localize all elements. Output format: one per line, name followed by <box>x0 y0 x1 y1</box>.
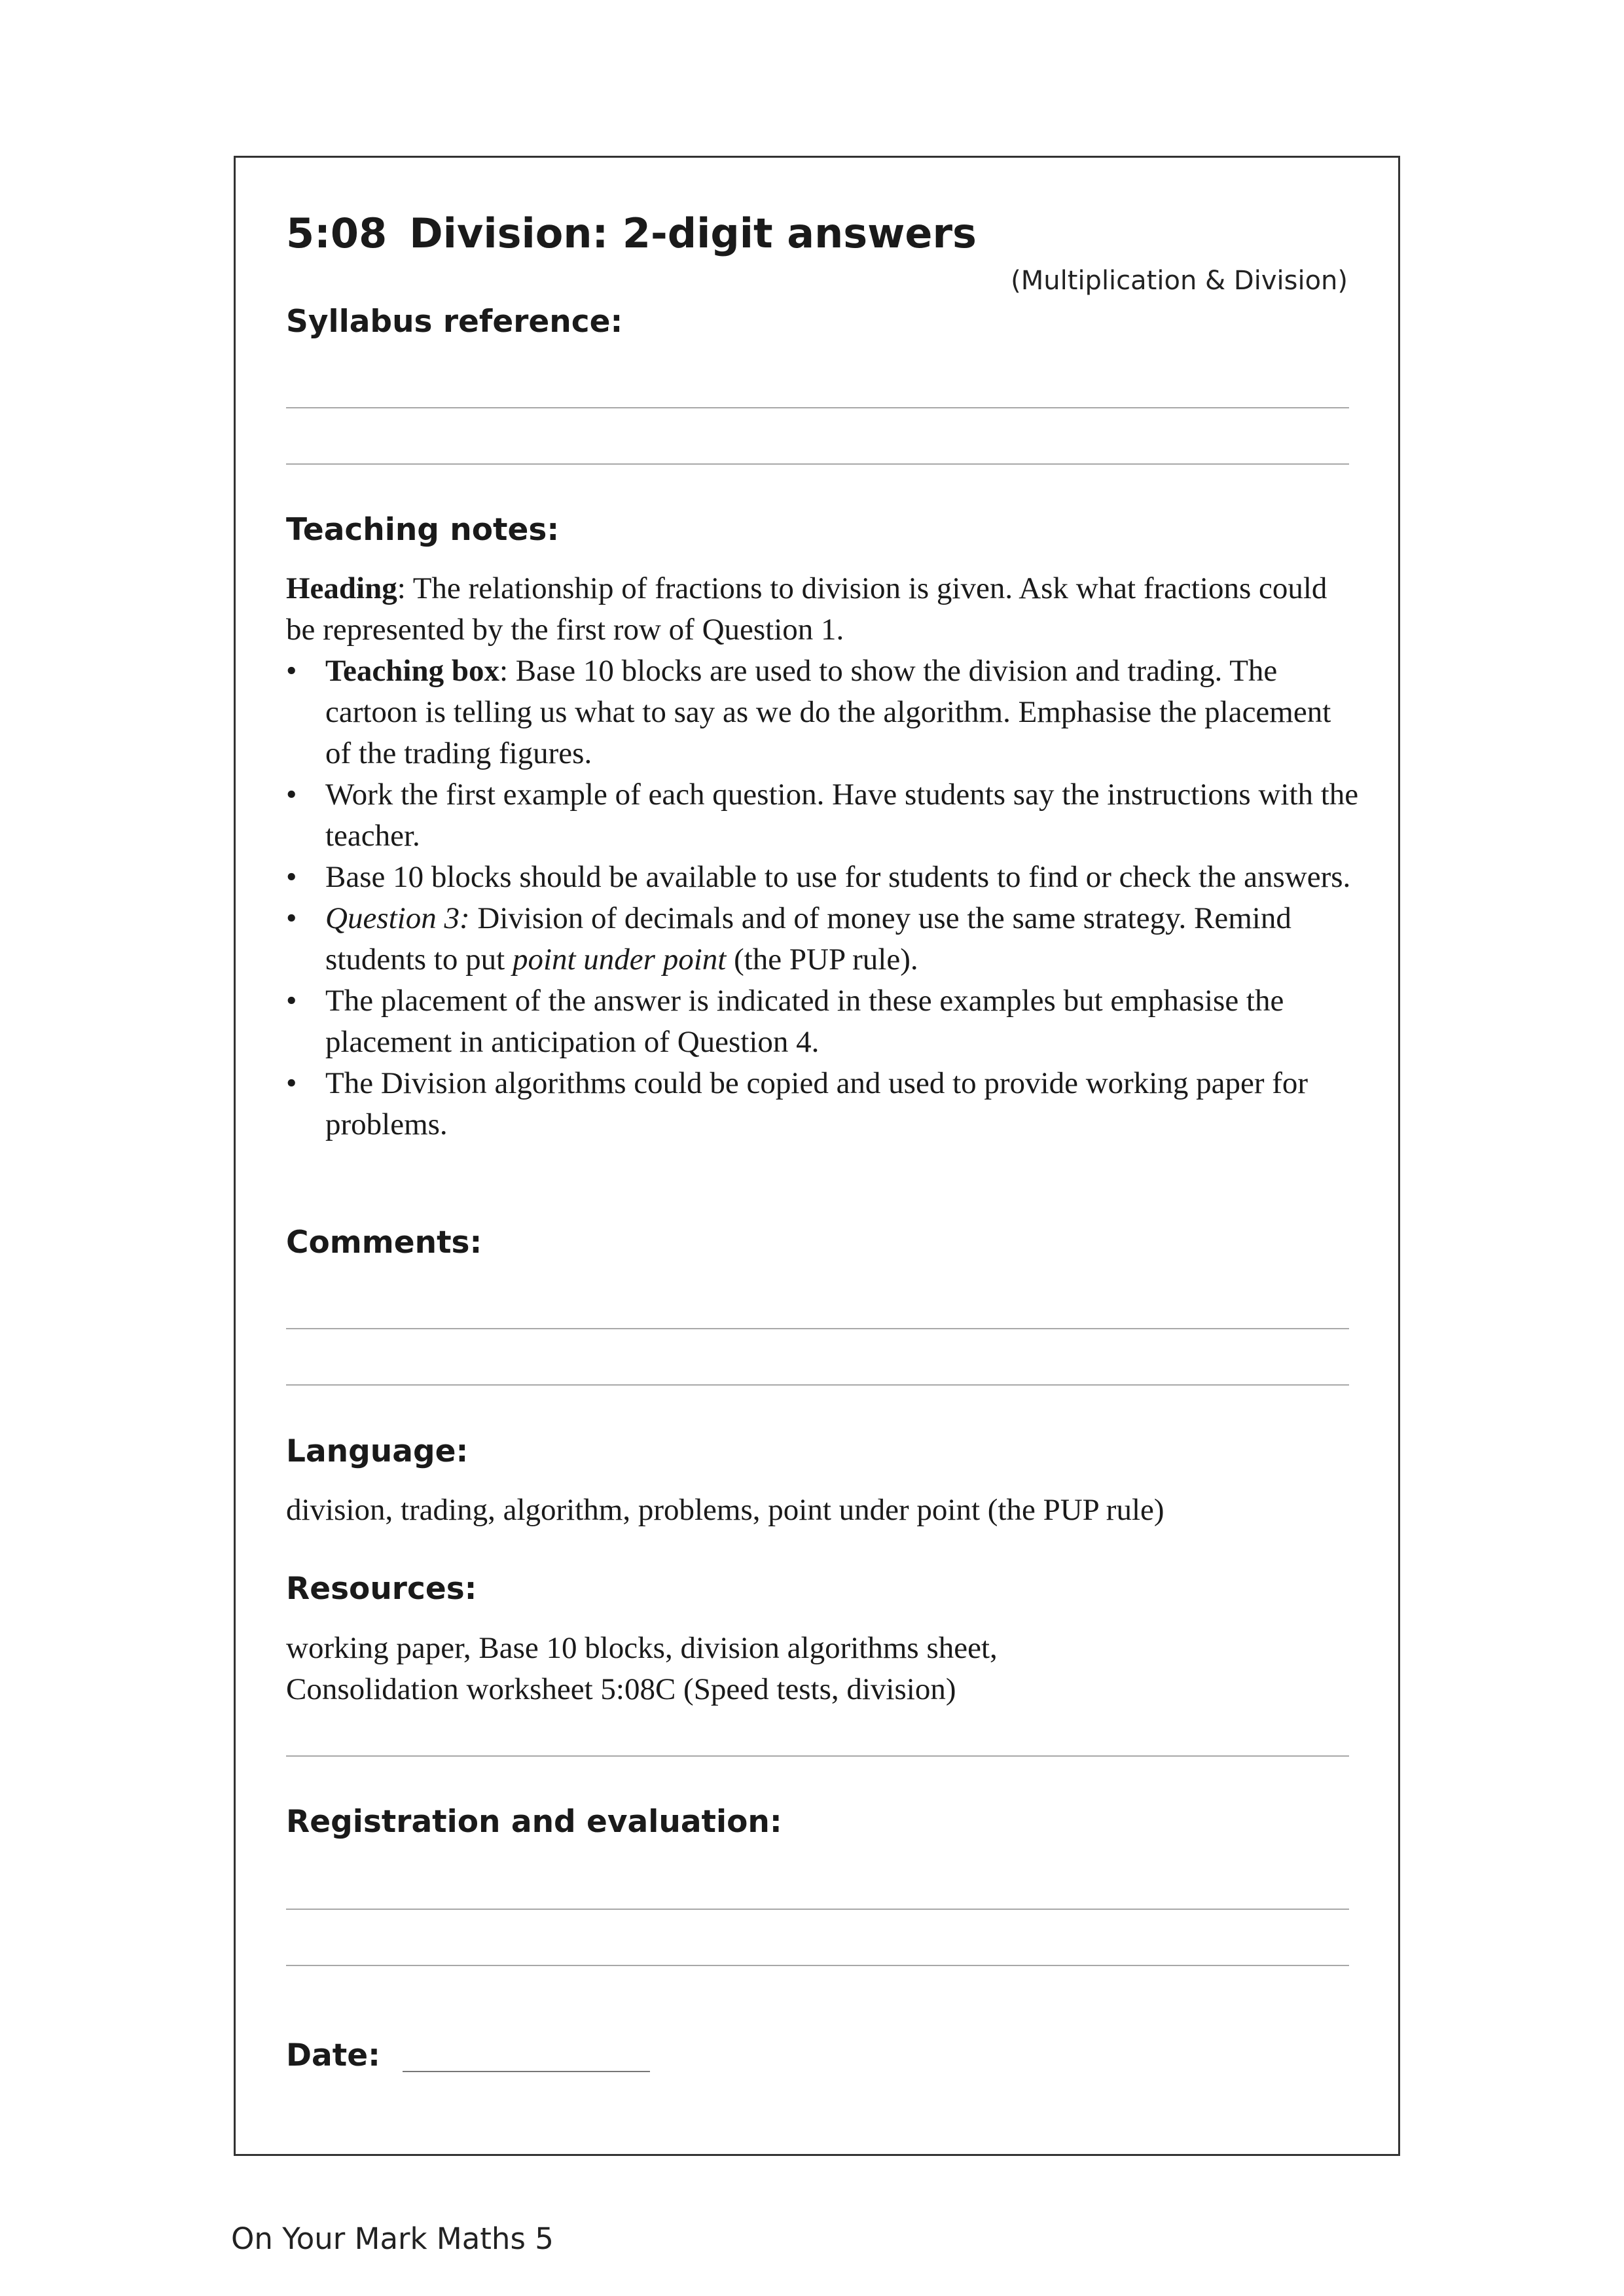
lesson-title <box>286 209 977 257</box>
bullet4-text-a: Division of decimals and of money use the same strategy. Remind students to put <box>325 901 1291 977</box>
bullet1-text: : Base 10 blocks are used to show the division and trading. The cartoon is telling us what to say as we do the algorithm. Emphasise the placement of the trading figures. <box>325 654 1331 770</box>
date-label: Date: <box>286 2037 380 2073</box>
teaching-notes-list <box>286 651 1360 1145</box>
resources-heading: Resources: <box>286 1571 477 1607</box>
syllabus-rule-2 <box>286 463 1349 465</box>
bullet4-label: Question 3: <box>325 901 470 935</box>
comments-rule-2 <box>286 1384 1349 1386</box>
syllabus-heading: Syllabus reference: <box>286 304 623 340</box>
list-item <box>286 980 1360 1063</box>
intro-text: : The relationship of fractions to division is given. Ask what fractions could be represented by the first row of Question 1. <box>286 571 1327 647</box>
bullet6-text: The Division algorithms could be copied and used to provide working paper for problems. <box>325 1066 1308 1141</box>
registration-heading: Registration and evaluation: <box>286 1804 782 1840</box>
resources-line-1: working paper, Base 10 blocks, division algorithms sheet, <box>286 1631 998 1665</box>
page-frame <box>234 156 1400 2156</box>
footer-text: On Your Mark Maths 5 <box>231 2221 554 2256</box>
bullet1-label: Teaching box <box>325 654 499 688</box>
registration-rule-1 <box>286 1909 1349 1910</box>
intro-label: Heading <box>286 571 397 605</box>
list-item <box>286 774 1360 857</box>
resources-line-2: Consolidation worksheet 5:08C (Speed tests, division) <box>286 1672 956 1706</box>
list-item <box>286 857 1360 898</box>
list-item <box>286 898 1360 980</box>
teaching-notes-body <box>286 568 1360 1145</box>
registration-rule-2 <box>286 1965 1349 1966</box>
bullet4-text-b: (the PUP rule). <box>726 942 918 977</box>
bullet2-text: Work the first example of each question. Have students say the instructions with the teacher. <box>325 778 1359 853</box>
resources-text <box>286 1628 1360 1710</box>
list-item <box>286 1063 1360 1145</box>
teaching-notes-heading: Teaching notes: <box>286 512 560 548</box>
lesson-code: 5:08 <box>286 209 388 257</box>
bullet5-text: The placement of the answer is indicated in these examples but emphasise the placement in anticipation of Question 4. <box>325 984 1284 1059</box>
comments-rule-1 <box>286 1328 1349 1329</box>
strand-label: (Multiplication & Division) <box>1011 266 1348 296</box>
comments-heading: Comments: <box>286 1225 482 1261</box>
resources-rule <box>286 1755 1349 1757</box>
date-field-line <box>403 2071 650 2072</box>
syllabus-rule-1 <box>286 407 1349 408</box>
lesson-title-text: Division: 2-digit answers <box>409 209 977 257</box>
teaching-notes-intro <box>286 568 1360 651</box>
language-text: division, trading, algorithm, problems, point under point (the PUP rule) <box>286 1493 1164 1527</box>
bullet4-emphasis: point under point <box>512 942 727 977</box>
bullet3-text: Base 10 blocks should be available to use for students to find or check the answers. <box>325 860 1351 894</box>
list-item <box>286 651 1360 774</box>
language-heading: Language: <box>286 1433 469 1469</box>
